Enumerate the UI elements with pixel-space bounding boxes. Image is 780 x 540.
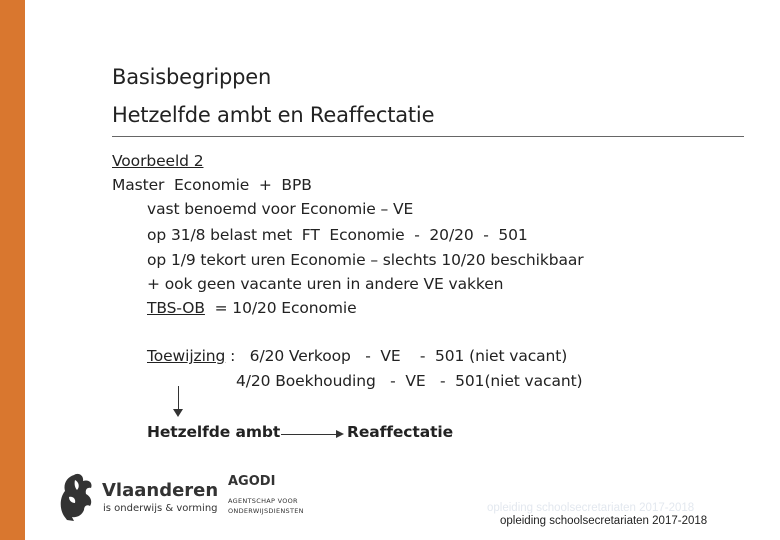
toewijzing-line2: 4/20 Boekhouding - VE - 501(niet vacant) bbox=[236, 372, 583, 390]
line-belast: op 31/8 belast met FT Economie - 20/20 - 501 bbox=[147, 226, 528, 244]
agodi-logo-line1: AGENTSCHAP VOOR bbox=[228, 497, 298, 505]
footer-text: opleiding schoolsecretariaten 2017-2018 bbox=[500, 515, 708, 527]
accent-side-bar bbox=[0, 0, 25, 540]
line-master: Master Economie + BPB bbox=[112, 176, 312, 194]
title-divider bbox=[112, 136, 744, 137]
flow-right-label: Reaffectatie bbox=[347, 423, 453, 441]
agodi-logo-line2: ONDERWIJSDIENSTEN bbox=[228, 507, 304, 515]
footer-ghost-text: opleiding schoolsecretariaten 2017-2018 bbox=[487, 502, 695, 514]
line-toewijzing bbox=[147, 347, 567, 365]
tbs-label: TBS-OB bbox=[147, 299, 205, 317]
toewijzing-line1: : 6/20 Verkoop - VE - 501 (niet vacant) bbox=[225, 347, 568, 365]
agodi-logo-name: AGODI bbox=[228, 474, 276, 489]
right-arrow-line bbox=[281, 434, 339, 435]
tbs-value: = 10/20 Economie bbox=[204, 299, 357, 317]
slide-title-line1: Basisbegrippen bbox=[112, 65, 272, 89]
line-tekort: op 1/9 tekort uren Economie – slechts 10/20 beschikbaar bbox=[147, 251, 584, 269]
flemish-lion-icon bbox=[55, 470, 97, 522]
vlaanderen-logo-tagline: is onderwijs & vorming bbox=[103, 503, 218, 514]
slide-title-line2: Hetzelfde ambt en Reaffectatie bbox=[112, 103, 435, 127]
example-label: Voorbeeld 2 bbox=[112, 152, 204, 170]
right-arrow-icon bbox=[336, 430, 344, 438]
line-geen: + ook geen vacante uren in andere VE vakken bbox=[147, 275, 504, 293]
line-vast: vast benoemd voor Economie – VE bbox=[147, 200, 414, 218]
toewijzing-label: Toewijzing bbox=[147, 347, 226, 365]
flow-left-label: Hetzelfde ambt bbox=[147, 423, 281, 441]
vlaanderen-logo-name: Vlaanderen bbox=[102, 480, 219, 501]
down-arrow-icon bbox=[173, 409, 183, 417]
line-tbs bbox=[147, 299, 357, 317]
